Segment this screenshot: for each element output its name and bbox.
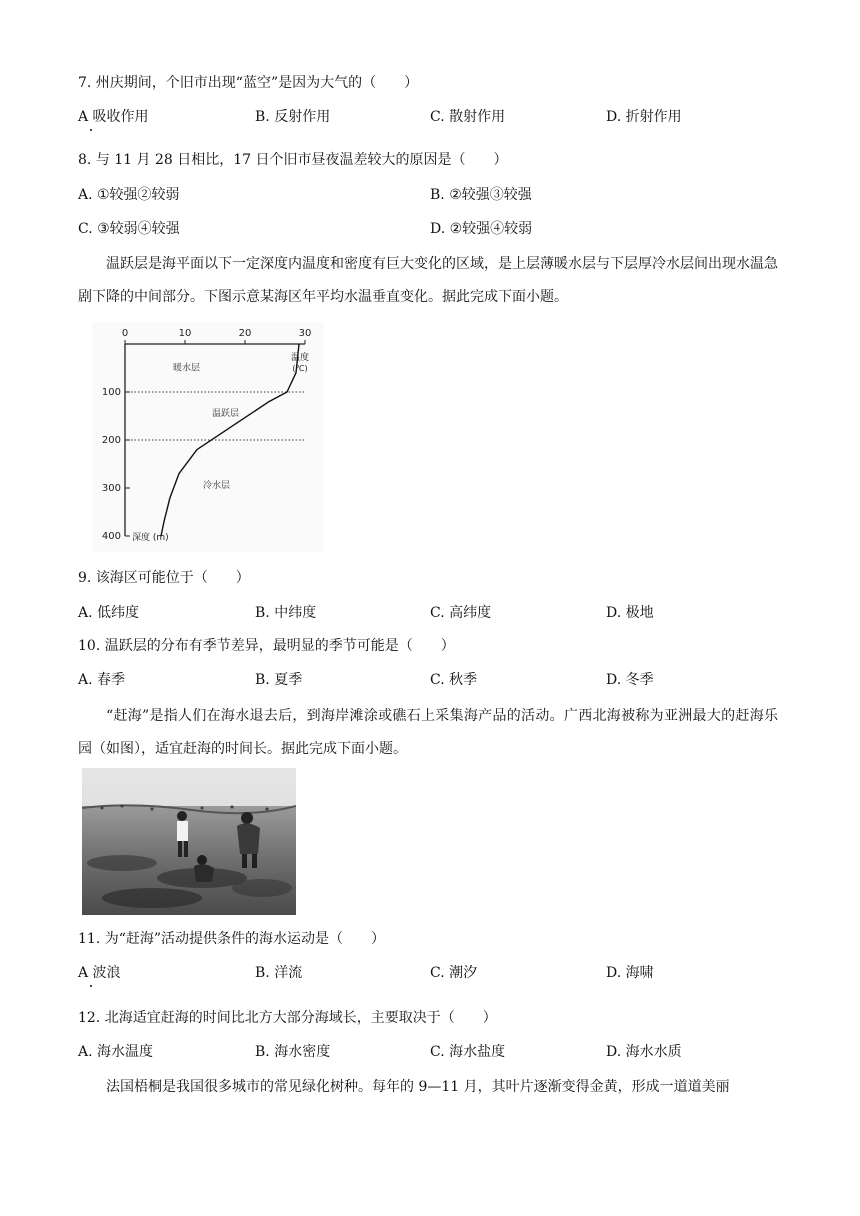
passage-wutong: 法国梧桐是我国很多城市的常见绿化树种。每年的 9—11 月，其叶片逐渐变得金黄，形成一道道美丽 [106, 1079, 730, 1095]
question-7-stem: 7. 州庆期间，个旧市出现“蓝空”是因为大气的（ ） [78, 75, 419, 91]
y-axis-title: 深度 (m) [132, 533, 169, 543]
question-12-option-d: D. 海水水质 [606, 1044, 682, 1060]
question-7-option-a: A 吸收作用 [78, 109, 149, 125]
question-7-option-c: C. 散射作用 [430, 109, 506, 125]
question-9-option-b: B. 中纬度 [255, 605, 317, 621]
question-12-option-a: A. 海水温度 [78, 1044, 154, 1060]
question-10-option-c: C. 秋季 [430, 672, 478, 688]
x-tick-label: 30 [298, 328, 312, 339]
x-axis-unit: (℃) [292, 364, 308, 373]
option-a-dot-mark [90, 985, 92, 987]
y-tick-label: 100 [101, 387, 121, 398]
question-11-stem: 11. 为“赶海”活动提供条件的海水运动是（ ） [78, 931, 386, 947]
y-tick-label: 300 [101, 483, 121, 494]
question-9-option-c: C. 高纬度 [430, 605, 492, 621]
question-9-stem: 9. 该海区可能位于（ ） [78, 570, 250, 586]
question-12-stem: 12. 北海适宜赶海的时间比北方大部分海域长，主要取决于（ ） [78, 1010, 497, 1026]
option-a-dot-mark [90, 129, 92, 131]
question-10-option-a: A. 春季 [78, 672, 126, 688]
question-11-option-d: D. 海啸 [606, 965, 654, 981]
x-axis-title: 温度 [290, 353, 310, 363]
question-8-option-a: A. ①较强②较弱 [78, 187, 180, 203]
question-8-option-c: C. ③较弱④较强 [78, 221, 180, 237]
x-tick-label: 0 [121, 328, 129, 339]
y-tick-label: 400 [101, 531, 121, 542]
x-tick-label: 10 [178, 328, 192, 339]
question-10-option-b: B. 夏季 [255, 672, 303, 688]
question-9-option-a: A. 低纬度 [78, 605, 140, 621]
beach-combing-photo [82, 768, 296, 915]
water-temperature-depth-chart [92, 322, 324, 552]
question-8-stem: 8. 与 11 月 28 日相比，17 日个旧市昼夜温差较大的原因是（ ） [78, 152, 508, 168]
question-11-option-a: A 波浪 [78, 965, 121, 981]
layer-label-thermocline: 温跃层 [212, 409, 240, 419]
question-8-option-b: B. ②较强③较强 [430, 187, 532, 203]
question-10-option-d: D. 冬季 [606, 672, 654, 688]
question-10-stem: 10. 温跃层的分布有季节差异，最明显的季节可能是（ ） [78, 638, 455, 654]
layer-label-warm: 暖水层 [173, 363, 201, 374]
passage-thermocline: 温跃层是海平面以下一定深度内温度和密度有巨大变化的区域，是上层薄暖水层与下层厚冷水层间出现水温急剧下降的中间部分。下图示意某海区年平均水温垂直变化。据此完成下面小题。 [78, 256, 778, 305]
layer-label-cold: 冷水层 [203, 481, 231, 491]
question-12-option-b: B. 海水密度 [255, 1044, 331, 1060]
question-12-option-c: C. 海水盐度 [430, 1044, 506, 1060]
y-tick-label: 200 [101, 435, 121, 446]
question-7-option-b: B. 反射作用 [255, 109, 331, 125]
question-9-option-d: D. 极地 [606, 605, 654, 621]
question-7-option-d: D. 折射作用 [606, 109, 682, 125]
question-11-option-b: B. 洋流 [255, 965, 303, 981]
question-11-option-c: C. 潮汐 [430, 965, 478, 981]
question-8-option-d: D. ②较强④较弱 [430, 221, 533, 237]
passage-ganhai: “赶海”是指人们在海水退去后，到海岸滩涂或礁石上采集海产品的活动。广西北海被称为亚洲最大的赶海乐园（如图），适宜赶海的时间长。据此完成下面小题。 [78, 708, 778, 757]
x-tick-label: 20 [238, 328, 252, 339]
